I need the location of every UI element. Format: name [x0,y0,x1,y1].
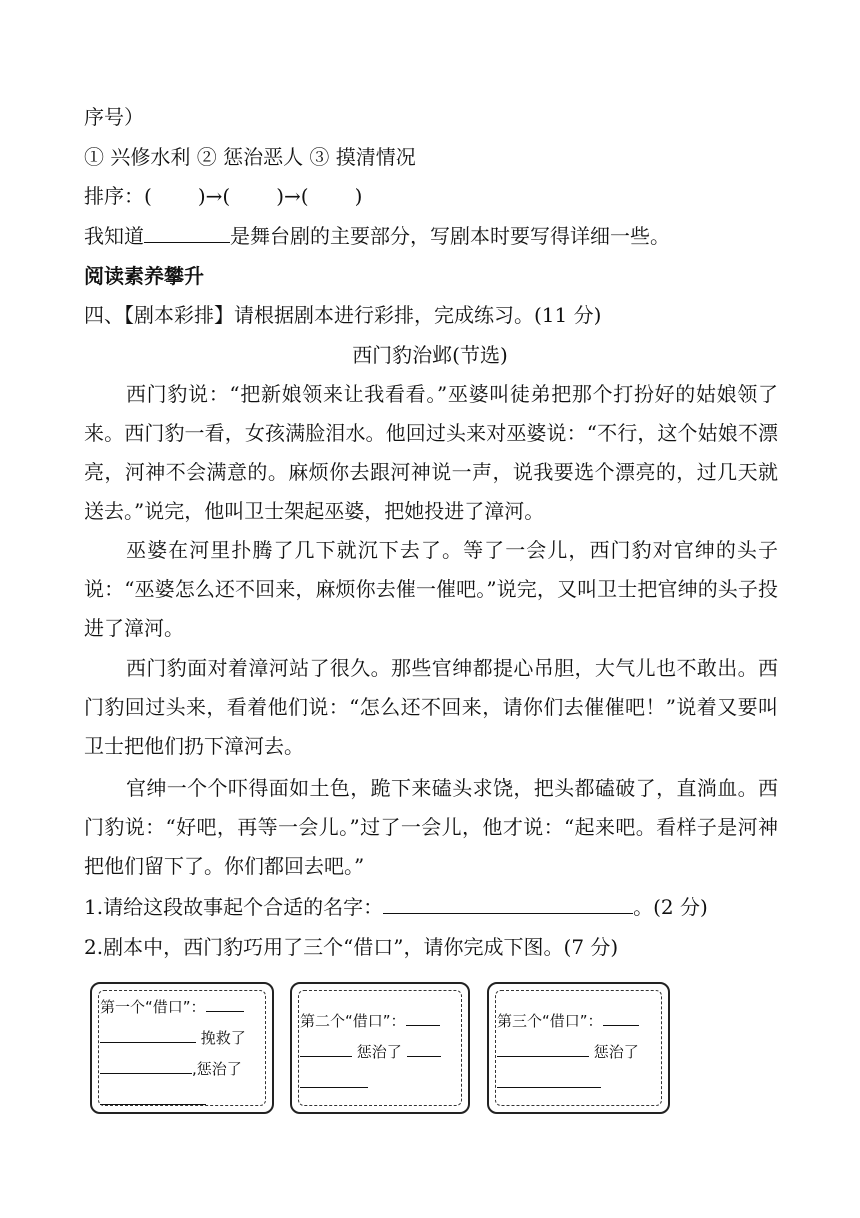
question-2: 2.剧本中，西门豹巧用了三个“借口”，请你完成下图。(7 分) [84,935,619,959]
question-four: 四、【剧本彩排】请根据剧本进行彩排，完成练习。(11 分) [84,303,602,327]
excuse-box-2-punished: 惩治了 [356,1043,402,1061]
passage-paragraph-1: 西门豹说：“把新娘领来让我看看。”巫婆叫徒弟把那个打扮好的姑娘领了来。西门豹一看，女孩满脸泪水。他回过头来对巫婆说：“不行，这个姑娘不漂亮，河神不会满意的。麻烦你去跟河神说一声，说我要选个漂亮的，过几天就送去。”说完，他叫卫士架起巫婆，把她投进了漳河。 [84,382,778,523]
options-line: ① 兴修水利 ② 惩治恶人 ③ 摸清情况 [84,145,416,169]
excuse-box-2 [290,982,470,1114]
sort-line [84,182,362,210]
question-1 [84,893,708,921]
sort-arrow-2: )→( [276,184,309,208]
title-answer-blank[interactable] [383,895,633,914]
order-line-tail: 序号） [84,105,144,129]
passage-paragraph-3: 西门豹面对着漳河站了很久。那些官绅都提心吊胆，大气儿也不敢出。西门豹回过头来，看着他们说：“怎么还不回来，请你们去催催吧！”说着又要叫卫士把他们扔下漳河去。 [84,656,778,758]
excuse-3-blank-c[interactable] [497,1073,601,1088]
sort-end: ) [354,184,363,208]
excuse-3-blank-a[interactable] [603,1011,639,1026]
excuse-2-blank-c[interactable] [407,1042,441,1057]
know-prefix: 我知道 [84,224,144,248]
sort-label: 排序：( [84,184,152,208]
passage-paragraph-2: 巫婆在河里扑腾了几下就沉下去了。等了一会儿，西门豹对官绅的头子说：“巫婆怎么还不回来，麻烦你去催一催吧。”说完，又叫卫士把官绅的头子投进了漳河。 [84,538,778,640]
section-heading: 阅读素养攀升 [84,264,204,288]
excuse-box-1 [90,982,274,1114]
excuse-box-1-punished: ,惩治了 [192,1060,242,1078]
excuse-box-3-punished: 惩治了 [593,1043,639,1061]
passage-title: 西门豹治邺(节选) [352,343,508,367]
question-1-text: 1.请给这段故事起个合适的名字： [84,895,384,919]
excuse-box-1-title: 第一个“借口”： [100,998,206,1016]
excuse-box-3 [487,982,670,1114]
excuse-1-blank-b[interactable] [100,1028,196,1043]
know-line [84,222,670,250]
excuse-1-blank-d[interactable] [100,1090,206,1105]
excuse-2-blank-b[interactable] [300,1042,352,1057]
know-suffix: 是舞台剧的主要部分，写剧本时要写得详细一些。 [230,224,670,248]
question-1-score: 。(2 分) [633,895,708,919]
excuse-1-blank-a[interactable] [206,997,244,1012]
know-blank[interactable] [144,224,230,243]
excuse-3-blank-b[interactable] [497,1042,589,1057]
excuse-box-1-rescued: 挽救了 [200,1029,246,1047]
excuse-box-2-title: 第二个“借口”： [300,1012,406,1030]
excuse-2-blank-d[interactable] [300,1073,368,1088]
excuse-1-blank-c[interactable] [100,1059,192,1074]
excuse-2-blank-a[interactable] [406,1011,440,1026]
excuse-box-3-title: 第三个“借口”： [497,1012,603,1030]
passage-paragraph-4: 官绅一个个吓得面如土色，跪下来磕头求饶，把头都磕破了，直淌血。西门豹说：“好吧，再等一会儿。”过了一会儿，他才说：“起来吧。看样子是河神把他们留下了。你们都回去吧。” [84,776,778,878]
sort-arrow-1: )→( [197,184,231,208]
